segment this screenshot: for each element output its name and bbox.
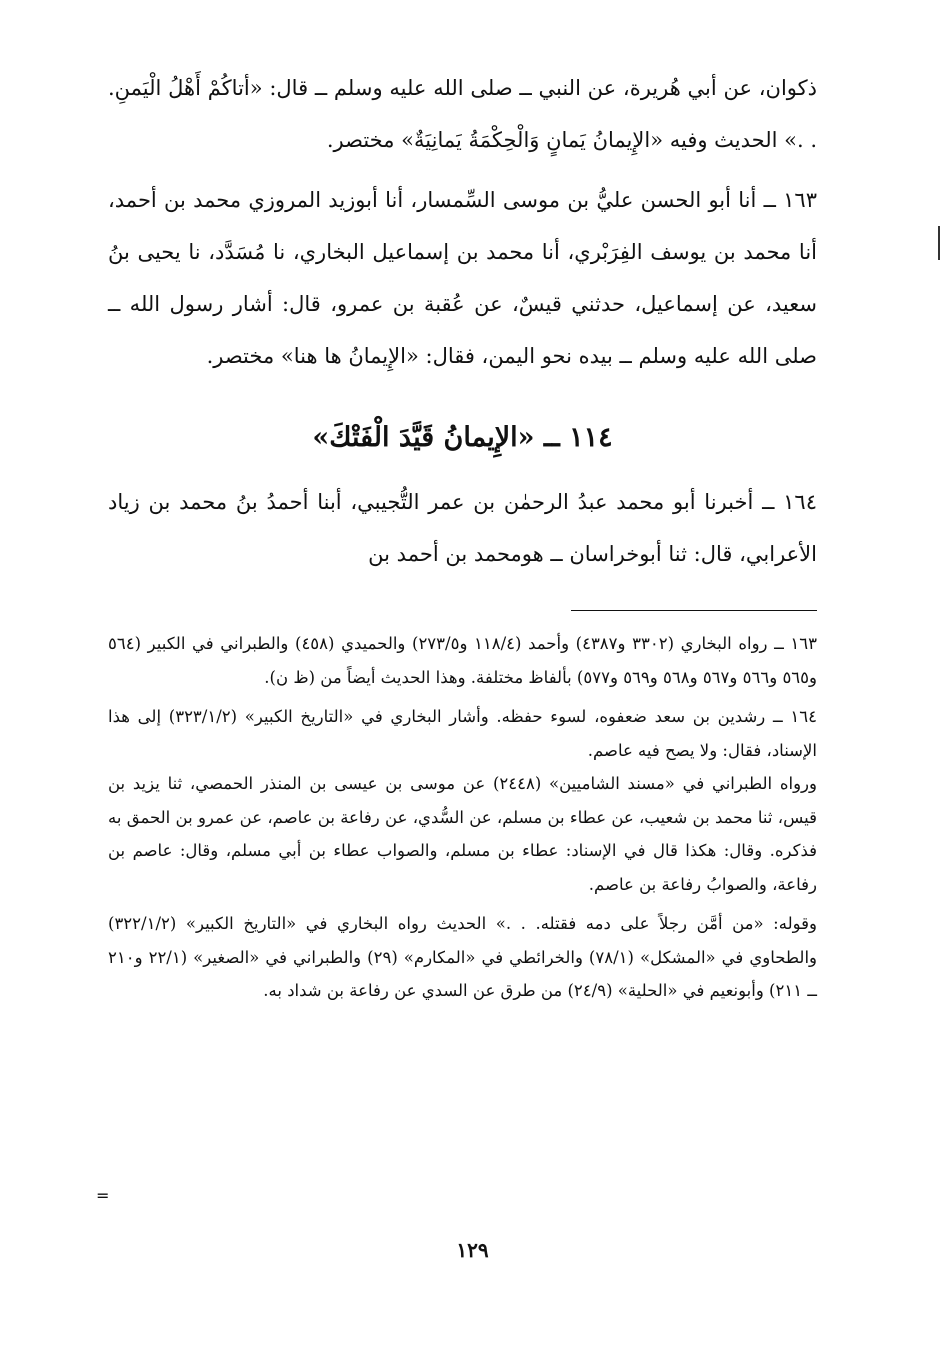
chapter-title: ١١٤ ــ «الإِيمانُ قَيَّدَ الْفَتْكَ» xyxy=(312,422,613,453)
page-body xyxy=(108,62,817,1008)
footnote: ١٦٣ ــ رواه البخاري (٣٣٠٢ و٤٣٨٧) وأحمد (١١٨/٤ و٢٧٣/٥) والحميدي (٤٥٨) والطبراني في الكبير (٥٦٤ و٥٦٥ و٥٦٦ و٥٦٧ و٥٦٨ و٥٦٩ و٥٧٧) بألفاظ مختلفة. وهذا الحديث أيضاً من (ظ ن). xyxy=(108,634,817,687)
footnote: ١٦٤ ــ رشدين بن سعد ضعفوه، لسوء حفظه. وأشار البخاري في «التاريخ الكبير» (٣٢٣/١/٢) إلى هذا الإسناد، فقال: ولا يصح فيه عاصم. xyxy=(108,707,817,760)
page-number: ١٢٩ xyxy=(456,1238,489,1262)
main-paragraph: ذكوان، عن أبي هُريرة، عن النبي ــ صلى الله عليه وسلم ــ قال: «أتاكُمْ أَهْلُ الْيَمنِ. . .» الحديث وفيه «الإِيمانُ يَمانٍ وَالْحِكْمَةُ يَمانِيَةٌ» مختصر. xyxy=(108,76,817,152)
continuation-mark: = xyxy=(96,1186,110,1205)
footnote: ورواه الطبراني في «مسند الشاميين» (٢٤٤٨) عن موسى بن عيسى بن المنذر الحمصي، ثنا يزيد بن قيس، ثنا محمد بن شعيب، عن عطاء بن مسلم، عن السُّدي، عن رفاعة بن عاصم، عن عمرو بن الحمق به فذكره. وقال: هكذا قال في الإسناد: عطاء بن مسلم، والصواب عطاء بن أبي مسلم، وقال: عاصم بن رفاعة، والصوابُ رفاعة بن عاصم. xyxy=(108,774,817,894)
main-paragraph: ١٦٣ ــ أنا أبو الحسن عليُّ بن موسى السِّمسار، أنا أبوزيد المروزي محمد بن أحمد، أنا محمد بن يوسف الفِرَبْري، أنا محمد بن إسماعيل البخاري، نا مُسَدَّد، نا يحيى بنُ سعيد، عن إسماعيل، حدثني قيسٌ، عن عُقبة بن عمرو، قال: أشار رسول الله ــ صلى الله عليه وسلم ــ بيده نحو اليمن، فقال: «الإِيمانُ ها هنا» مختصر. xyxy=(108,188,817,368)
main-text xyxy=(108,62,817,580)
footnote: وقوله: «من أمَّن رجلاً على دمه فقتله. . .» الحديث رواه البخاري في «التاريخ الكبير» (٣٢٢/١/٢) والطحاوي في «المشكل» (٧٨/١) والخرائطي في «المكارم» (٢٩) والطبراني في «الصغير» (٢٢/١ و٢١٠ ــ ٢١١) وأبونعيم في «الحلية» (٢٤/٩) من طرق عن السدي عن رفاعة بن شداد به. xyxy=(108,914,817,1000)
footnote-separator xyxy=(571,610,817,611)
footnotes xyxy=(108,627,817,1008)
scan-edge-mark xyxy=(938,226,940,260)
main-paragraph: ١٦٤ ــ أخبرنا أبو محمد عبدُ الرحمٰن بن عمر التُّجيبي، أبنا أحمدُ بنُ محمد بن زياد الأعرابي، قال: ثنا أبوخراسان ــ هومحمد بن أحمد بن xyxy=(108,490,817,566)
